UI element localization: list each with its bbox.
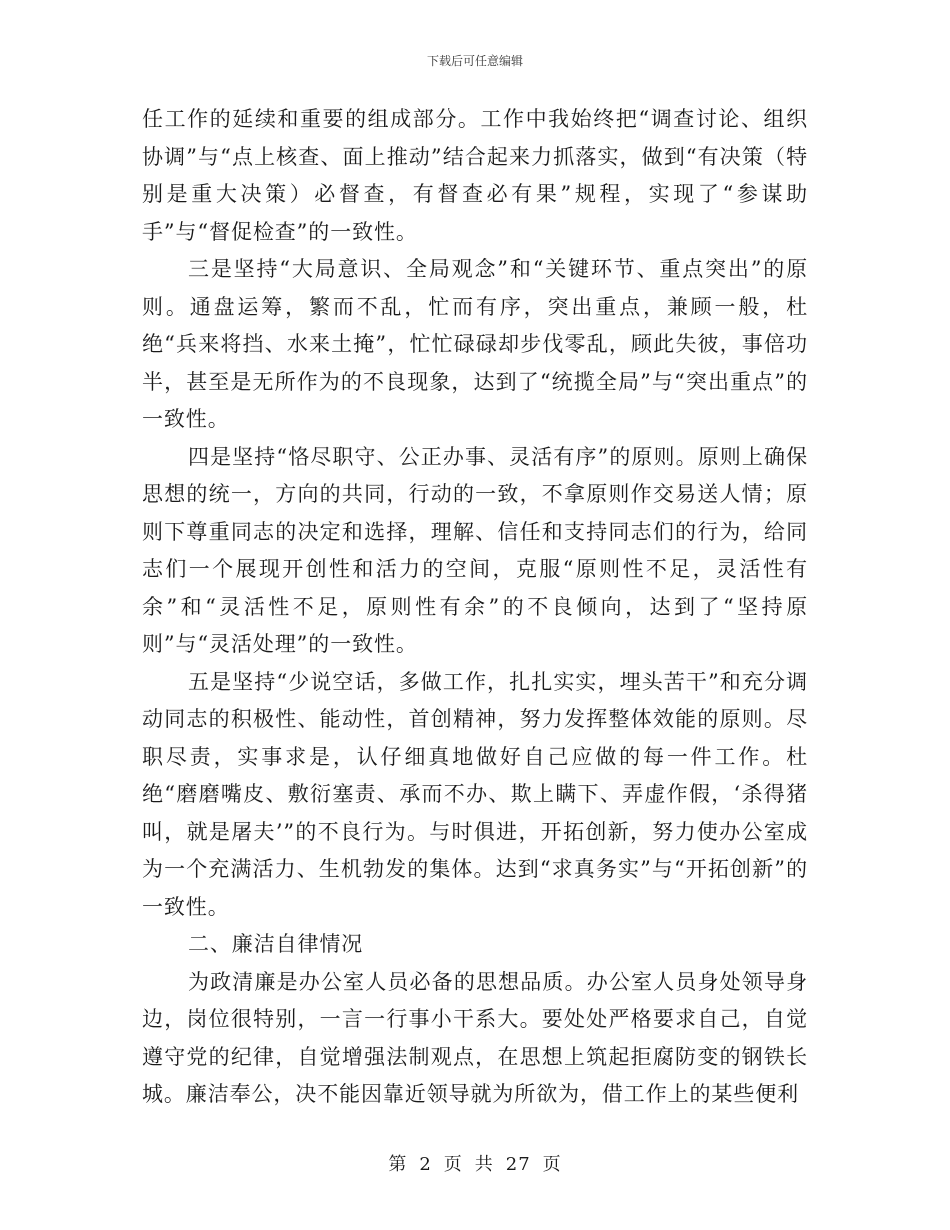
paragraph-point-four: 四是坚持“恪尽职守、公正办事、灵活有序”的原则。原则上确保思想的统一，方向的共同，行动的一致，不拿原则作交易送人情；原则下尊重同志的决定和选择，理解、信任和支持同志们的行为，给同志们一个展现开创性和活力的空间，克服“原则性不足，灵活性有余”和“灵活性不足，原则性有余”的不良倾向，达到了“坚持原则”与“灵活处理”的一致性。 [142, 444, 808, 656]
footer-page-unit: 页 [443, 1154, 463, 1175]
footer-page-number: 2 [419, 1154, 432, 1175]
footer-total-pages: 27 [505, 1154, 531, 1175]
document-body [142, 101, 808, 1114]
paragraph-point-three: 三是坚持“大局意识、全局观念”和“关键环节、重点突出”的原则。通盘运筹，繁而不乱，忙而有序，突出重点，兼顾一般，杜绝“兵来将挡、水来土掩”，忙忙碌碌却步伐零乱，顾此失彼，事倍功半，甚至是无所作为的不良现象，达到了“统揽全局”与“突出重点”的一致性。 [142, 257, 808, 431]
page-header: 下载后可任意编辑 [426, 54, 523, 68]
paragraph-continuation: 任工作的延续和重要的组成部分。工作中我始终把“调查讨论、组织协调”与“点上核查、面上推动”结合起来力抓落实，做到“有决策（特别是重大决策）必督查，有督查必有果”规程，实现了“参谋助手”与“督促检查”的一致性。 [142, 107, 808, 244]
footer-total-label: 共 [474, 1154, 494, 1175]
page-footer [0, 1154, 950, 1176]
footer-total-unit: 页 [542, 1154, 562, 1175]
paragraph-point-five: 五是坚持“少说空话，多做工作，扎扎实实，埋头苦干”和充分调动同志的积极性、能动性，首创精神，努力发挥整体效能的原则。尽职尽责，实事求是，认仔细真地做好自己应做的每一件工作。杜绝“磨磨嘴皮、敷衍塞责、承而不办、欺上瞒下、弄虚作假，‘杀得猪叫，就是屠夫’”的不良行为。与时俱进，开拓创新，努力使办公室成为一个充满活力、生机勃发的集体。达到“求真务实”与“开拓创新”的一致性。 [142, 669, 808, 919]
paragraph-integrity: 为政清廉是办公室人员必备的思想品质。办公室人员身处领导身边，岗位很特别，一言一行事小干系大。要处处严格要求自己，自觉遵守党的纪律，自觉增强法制观点，在思想上筑起拒腐防变的钢铁长城。廉洁奉公，决不能因靠近领导就为所欲为，借工作上的某些便利 [142, 969, 808, 1106]
section-heading: 二、廉洁自律情况 [188, 932, 364, 956]
footer-page-prefix: 第 [388, 1154, 408, 1175]
